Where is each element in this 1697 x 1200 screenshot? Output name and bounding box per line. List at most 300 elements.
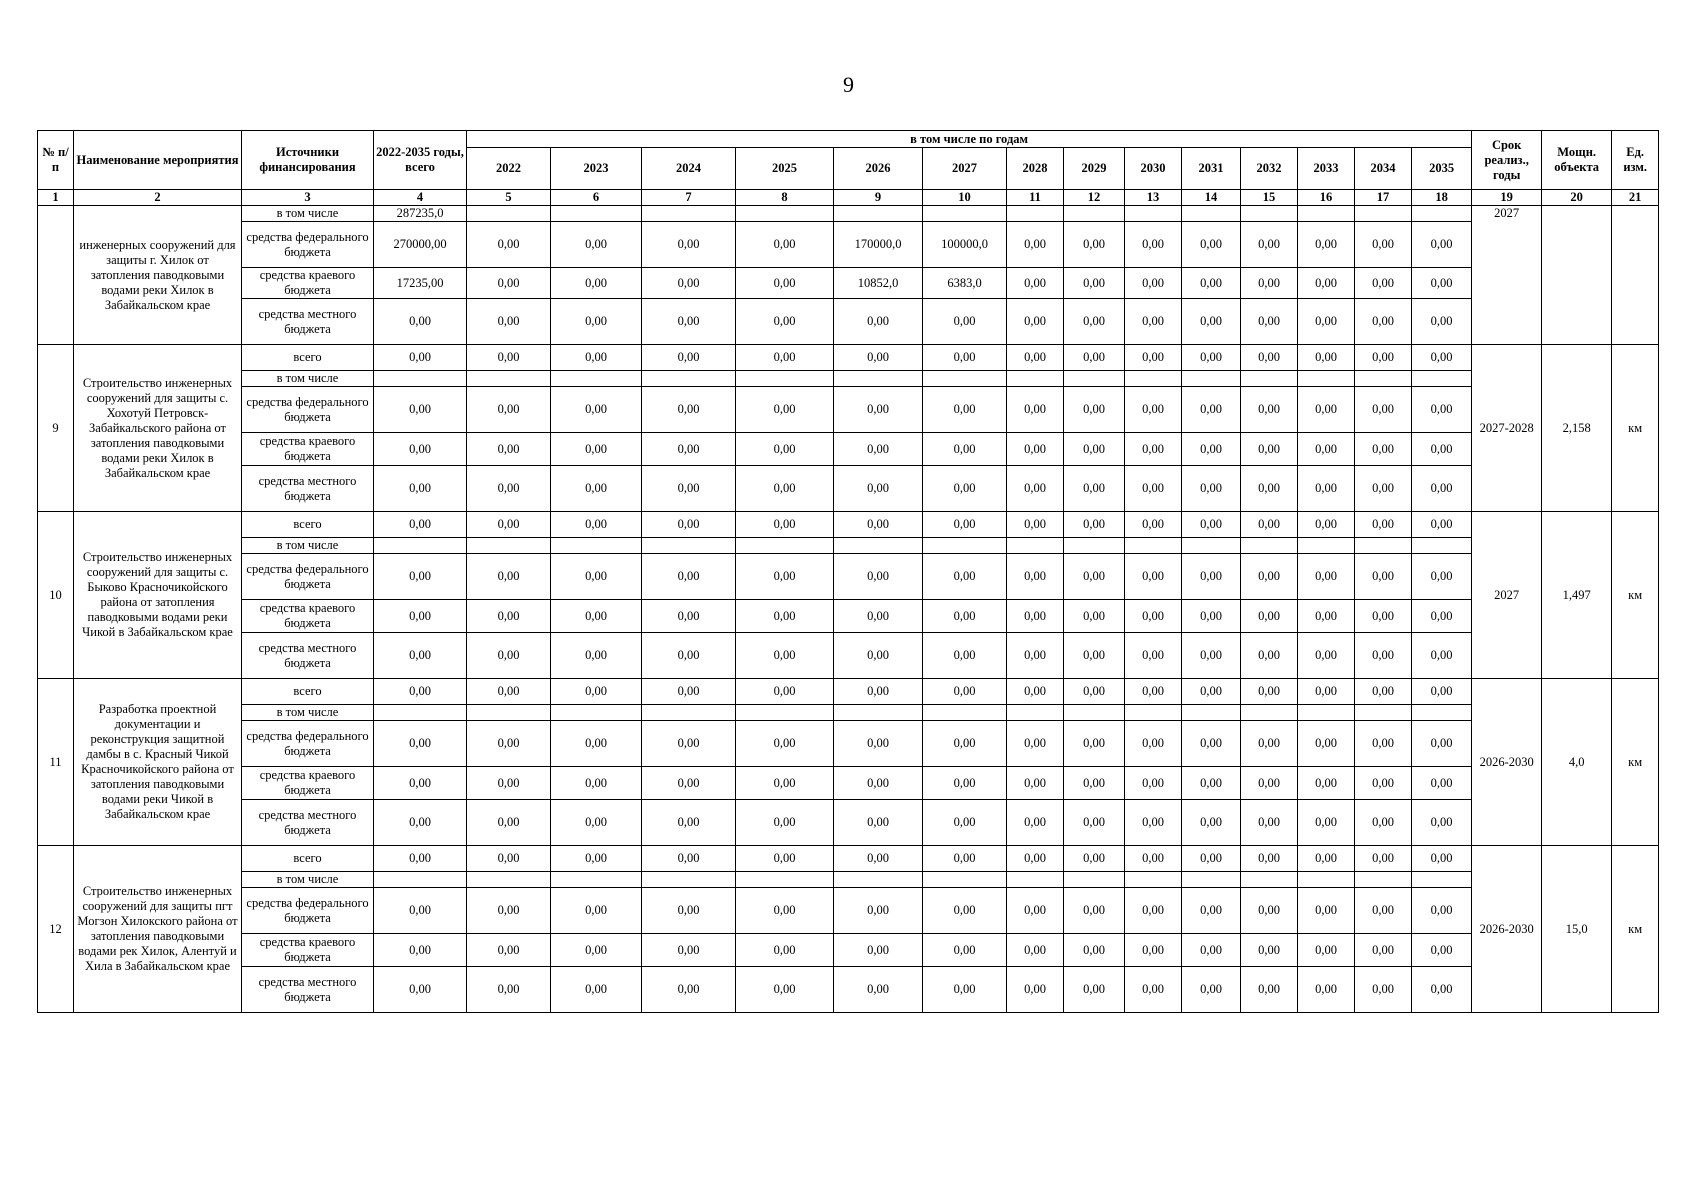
funding-source: средства краевого бюджета bbox=[242, 433, 374, 466]
year-value: 0,00 bbox=[642, 767, 736, 800]
year-value: 0,00 bbox=[1355, 888, 1412, 934]
year-value: 0,00 bbox=[642, 846, 736, 872]
year-value: 0,00 bbox=[1298, 600, 1355, 633]
year-value: 0,00 bbox=[1355, 554, 1412, 600]
year-value: 0,00 bbox=[1241, 433, 1298, 466]
year-value bbox=[923, 705, 1007, 721]
year-value bbox=[736, 705, 834, 721]
year-value bbox=[1412, 872, 1472, 888]
year-value bbox=[834, 206, 923, 222]
total-value: 0,00 bbox=[374, 554, 467, 600]
year-value: 0,00 bbox=[1298, 387, 1355, 433]
year-value: 0,00 bbox=[923, 345, 1007, 371]
year-value: 0,00 bbox=[467, 967, 551, 1013]
year-value: 0,00 bbox=[1182, 345, 1241, 371]
year-value: 0,00 bbox=[1007, 268, 1064, 299]
year-value: 0,00 bbox=[736, 345, 834, 371]
year-value bbox=[736, 206, 834, 222]
activity-name: Строительство инженерных сооружений для защиты пгт Могзон Хилокского района от затопления паводковыми водами рек Хилок, Алентуй и Хила в Забайкальском крае bbox=[74, 846, 242, 1013]
year-value: 0,00 bbox=[1298, 633, 1355, 679]
header-year: 2028 bbox=[1007, 148, 1064, 190]
year-value: 0,00 bbox=[1125, 967, 1182, 1013]
year-value: 100000,0 bbox=[923, 222, 1007, 268]
year-value: 0,00 bbox=[1064, 268, 1125, 299]
year-value: 0,00 bbox=[1007, 846, 1064, 872]
column-number: 9 bbox=[834, 190, 923, 206]
header-unit: Ед. изм. bbox=[1612, 131, 1659, 190]
year-value: 0,00 bbox=[1182, 679, 1241, 705]
year-value: 0,00 bbox=[1241, 888, 1298, 934]
year-value: 0,00 bbox=[1241, 633, 1298, 679]
year-value: 0,00 bbox=[467, 512, 551, 538]
year-value: 0,00 bbox=[551, 512, 642, 538]
header-year: 2029 bbox=[1064, 148, 1125, 190]
year-value bbox=[1182, 538, 1241, 554]
term-value: 2026-2030 bbox=[1472, 846, 1542, 1013]
year-value bbox=[736, 371, 834, 387]
total-value: 0,00 bbox=[374, 800, 467, 846]
funding-source: всего bbox=[242, 679, 374, 705]
year-value bbox=[467, 538, 551, 554]
year-value bbox=[1355, 206, 1412, 222]
header-year: 2026 bbox=[834, 148, 923, 190]
funding-source: в том числе bbox=[242, 872, 374, 888]
year-value: 0,00 bbox=[1064, 387, 1125, 433]
year-value: 0,00 bbox=[1125, 268, 1182, 299]
year-value bbox=[551, 538, 642, 554]
year-value: 0,00 bbox=[1064, 345, 1125, 371]
year-value: 0,00 bbox=[1241, 222, 1298, 268]
year-value: 0,00 bbox=[1007, 299, 1064, 345]
year-value: 0,00 bbox=[642, 512, 736, 538]
year-value: 0,00 bbox=[1355, 967, 1412, 1013]
activity-name: Разработка проектной документации и реконструкция защитной дамбы в с. Красный Чикой Красночикойского района от затопления паводковыми водами реки Чикой в Забайкальском крае bbox=[74, 679, 242, 846]
year-value: 0,00 bbox=[551, 679, 642, 705]
year-value bbox=[1125, 538, 1182, 554]
year-value bbox=[467, 872, 551, 888]
year-value bbox=[1298, 371, 1355, 387]
year-value: 0,00 bbox=[1355, 512, 1412, 538]
year-value: 0,00 bbox=[1412, 512, 1472, 538]
year-value bbox=[834, 371, 923, 387]
column-number: 13 bbox=[1125, 190, 1182, 206]
year-value: 0,00 bbox=[834, 967, 923, 1013]
term-value: 2027 bbox=[1472, 206, 1542, 345]
year-value bbox=[1182, 371, 1241, 387]
year-value bbox=[1412, 705, 1472, 721]
year-value bbox=[551, 371, 642, 387]
funding-source: средства федерального бюджета bbox=[242, 222, 374, 268]
year-value: 0,00 bbox=[467, 934, 551, 967]
year-value bbox=[1125, 872, 1182, 888]
year-value: 0,00 bbox=[736, 846, 834, 872]
year-value bbox=[1007, 538, 1064, 554]
unit-value: км bbox=[1612, 846, 1659, 1013]
year-value: 0,00 bbox=[736, 967, 834, 1013]
capacity-value: 4,0 bbox=[1542, 679, 1612, 846]
year-value: 0,00 bbox=[1241, 846, 1298, 872]
year-value: 0,00 bbox=[1182, 299, 1241, 345]
year-value: 0,00 bbox=[834, 387, 923, 433]
year-value bbox=[736, 538, 834, 554]
header-year: 2035 bbox=[1412, 148, 1472, 190]
year-value: 0,00 bbox=[1412, 633, 1472, 679]
year-value bbox=[1064, 872, 1125, 888]
year-value bbox=[923, 538, 1007, 554]
year-value: 0,00 bbox=[467, 299, 551, 345]
year-value: 0,00 bbox=[551, 888, 642, 934]
year-value bbox=[1241, 705, 1298, 721]
year-value: 0,00 bbox=[1412, 299, 1472, 345]
year-value: 0,00 bbox=[834, 679, 923, 705]
year-value: 0,00 bbox=[1355, 600, 1412, 633]
year-value: 0,00 bbox=[923, 721, 1007, 767]
year-value: 0,00 bbox=[923, 433, 1007, 466]
year-value: 0,00 bbox=[642, 268, 736, 299]
year-value: 0,00 bbox=[1355, 268, 1412, 299]
year-value: 6383,0 bbox=[923, 268, 1007, 299]
funding-source: средства местного бюджета bbox=[242, 466, 374, 512]
funding-source: в том числе bbox=[242, 538, 374, 554]
table-row bbox=[38, 466, 1659, 512]
year-value: 0,00 bbox=[1298, 512, 1355, 538]
year-value: 0,00 bbox=[1182, 466, 1241, 512]
table-row bbox=[38, 800, 1659, 846]
year-value bbox=[736, 872, 834, 888]
year-value: 0,00 bbox=[1298, 934, 1355, 967]
year-value: 0,00 bbox=[551, 466, 642, 512]
year-value: 0,00 bbox=[834, 554, 923, 600]
year-value bbox=[1064, 538, 1125, 554]
funding-source: средства местного бюджета bbox=[242, 800, 374, 846]
header-years-group: в том числе по годам bbox=[467, 131, 1472, 148]
column-number: 6 bbox=[551, 190, 642, 206]
total-value: 0,00 bbox=[374, 387, 467, 433]
funding-source: средства краевого бюджета bbox=[242, 600, 374, 633]
total-value: 0,00 bbox=[374, 466, 467, 512]
column-number: 7 bbox=[642, 190, 736, 206]
year-value: 0,00 bbox=[467, 345, 551, 371]
year-value: 0,00 bbox=[551, 846, 642, 872]
year-value bbox=[1241, 371, 1298, 387]
header-year: 2024 bbox=[642, 148, 736, 190]
funding-source: в том числе bbox=[242, 705, 374, 721]
year-value bbox=[551, 206, 642, 222]
year-value: 0,00 bbox=[923, 800, 1007, 846]
year-value: 0,00 bbox=[1355, 387, 1412, 433]
year-value: 0,00 bbox=[551, 268, 642, 299]
year-value: 0,00 bbox=[1182, 433, 1241, 466]
year-value: 0,00 bbox=[1241, 345, 1298, 371]
year-value: 0,00 bbox=[642, 466, 736, 512]
year-value: 0,00 bbox=[551, 600, 642, 633]
year-value: 0,00 bbox=[1298, 299, 1355, 345]
year-value: 0,00 bbox=[1241, 767, 1298, 800]
column-number: 11 bbox=[1007, 190, 1064, 206]
table-row bbox=[38, 538, 1659, 554]
year-value: 0,00 bbox=[834, 767, 923, 800]
year-value: 0,00 bbox=[1182, 222, 1241, 268]
year-value: 0,00 bbox=[1355, 299, 1412, 345]
year-value: 0,00 bbox=[1064, 433, 1125, 466]
total-value: 0,00 bbox=[374, 967, 467, 1013]
year-value: 0,00 bbox=[1355, 433, 1412, 466]
year-value: 0,00 bbox=[1125, 800, 1182, 846]
year-value: 0,00 bbox=[467, 767, 551, 800]
year-value: 0,00 bbox=[1125, 767, 1182, 800]
total-value: 0,00 bbox=[374, 633, 467, 679]
year-value: 0,00 bbox=[1412, 554, 1472, 600]
funding-source: средства федерального бюджета bbox=[242, 387, 374, 433]
activity-name: Строительство инженерных сооружений для защиты с. Быково Красночикойского района от затопления паводковыми водами реки Чикой в Забайкальском крае bbox=[74, 512, 242, 679]
year-value: 0,00 bbox=[467, 846, 551, 872]
funding-source: всего bbox=[242, 345, 374, 371]
year-value: 0,00 bbox=[1064, 846, 1125, 872]
table-row bbox=[38, 767, 1659, 800]
year-value: 0,00 bbox=[1007, 633, 1064, 679]
activity-name: инженерных сооружений для защиты г. Хилок от затопления паводковыми водами реки Хилок в Забайкальском крае bbox=[74, 206, 242, 345]
year-value: 0,00 bbox=[467, 721, 551, 767]
year-value: 0,00 bbox=[1125, 512, 1182, 538]
year-value: 0,00 bbox=[1241, 466, 1298, 512]
year-value: 0,00 bbox=[467, 888, 551, 934]
column-number: 20 bbox=[1542, 190, 1612, 206]
year-value: 0,00 bbox=[551, 433, 642, 466]
year-value: 0,00 bbox=[1007, 387, 1064, 433]
year-value bbox=[1241, 538, 1298, 554]
year-value: 170000,0 bbox=[834, 222, 923, 268]
year-value bbox=[923, 206, 1007, 222]
year-value bbox=[834, 538, 923, 554]
year-value: 0,00 bbox=[736, 800, 834, 846]
year-value: 0,00 bbox=[923, 600, 1007, 633]
column-number: 18 bbox=[1412, 190, 1472, 206]
column-number: 17 bbox=[1355, 190, 1412, 206]
year-value: 0,00 bbox=[834, 299, 923, 345]
year-value: 0,00 bbox=[1007, 345, 1064, 371]
year-value: 0,00 bbox=[1412, 967, 1472, 1013]
row-number: 9 bbox=[38, 345, 74, 512]
header-year: 2027 bbox=[923, 148, 1007, 190]
year-value: 0,00 bbox=[642, 433, 736, 466]
year-value: 0,00 bbox=[923, 466, 1007, 512]
table-row bbox=[38, 268, 1659, 299]
capacity-value bbox=[1542, 206, 1612, 345]
year-value: 0,00 bbox=[1355, 222, 1412, 268]
year-value: 0,00 bbox=[1182, 934, 1241, 967]
header-num: № п/п bbox=[38, 131, 74, 190]
year-value: 0,00 bbox=[551, 934, 642, 967]
year-value: 0,00 bbox=[1007, 600, 1064, 633]
unit-value: км bbox=[1612, 345, 1659, 512]
year-value: 0,00 bbox=[1298, 679, 1355, 705]
year-value: 0,00 bbox=[1412, 387, 1472, 433]
year-value: 0,00 bbox=[1355, 345, 1412, 371]
year-value bbox=[1007, 705, 1064, 721]
table-row bbox=[38, 705, 1659, 721]
page-number: 9 bbox=[843, 72, 854, 97]
year-value: 0,00 bbox=[1182, 633, 1241, 679]
year-value: 0,00 bbox=[551, 222, 642, 268]
year-value: 0,00 bbox=[834, 466, 923, 512]
year-value: 0,00 bbox=[1064, 967, 1125, 1013]
year-value bbox=[1241, 872, 1298, 888]
year-value bbox=[923, 371, 1007, 387]
year-value: 0,00 bbox=[1125, 345, 1182, 371]
year-value: 0,00 bbox=[834, 934, 923, 967]
year-value: 0,00 bbox=[467, 679, 551, 705]
table-row bbox=[38, 888, 1659, 934]
year-value: 0,00 bbox=[923, 512, 1007, 538]
year-value: 0,00 bbox=[834, 800, 923, 846]
row-number: 12 bbox=[38, 846, 74, 1013]
year-value: 0,00 bbox=[1241, 387, 1298, 433]
column-number: 5 bbox=[467, 190, 551, 206]
year-value: 0,00 bbox=[1241, 967, 1298, 1013]
header-year: 2034 bbox=[1355, 148, 1412, 190]
year-value: 10852,0 bbox=[834, 268, 923, 299]
year-value: 0,00 bbox=[467, 433, 551, 466]
year-value: 0,00 bbox=[642, 967, 736, 1013]
year-value: 0,00 bbox=[834, 512, 923, 538]
year-value: 0,00 bbox=[1007, 967, 1064, 1013]
table-row bbox=[38, 433, 1659, 466]
year-value: 0,00 bbox=[1298, 888, 1355, 934]
year-value: 0,00 bbox=[1125, 387, 1182, 433]
funding-source: средства федерального бюджета bbox=[242, 721, 374, 767]
year-value: 0,00 bbox=[551, 554, 642, 600]
year-value bbox=[1355, 872, 1412, 888]
year-value bbox=[1412, 538, 1472, 554]
year-value bbox=[1064, 371, 1125, 387]
table-row bbox=[38, 721, 1659, 767]
year-value: 0,00 bbox=[1182, 967, 1241, 1013]
year-value: 0,00 bbox=[1007, 721, 1064, 767]
year-value: 0,00 bbox=[1298, 967, 1355, 1013]
financing-table bbox=[37, 130, 1659, 1013]
year-value bbox=[834, 705, 923, 721]
column-number: 14 bbox=[1182, 190, 1241, 206]
funding-source: в том числе bbox=[242, 371, 374, 387]
year-value: 0,00 bbox=[736, 554, 834, 600]
year-value: 0,00 bbox=[1182, 387, 1241, 433]
year-value bbox=[1064, 206, 1125, 222]
year-value bbox=[1298, 206, 1355, 222]
year-value: 0,00 bbox=[1182, 800, 1241, 846]
table-row bbox=[38, 967, 1659, 1013]
year-value: 0,00 bbox=[1298, 345, 1355, 371]
column-number: 1 bbox=[38, 190, 74, 206]
year-value: 0,00 bbox=[551, 345, 642, 371]
year-value: 0,00 bbox=[923, 633, 1007, 679]
total-value: 270000,00 bbox=[374, 222, 467, 268]
funding-source: средства федерального бюджета bbox=[242, 554, 374, 600]
year-value: 0,00 bbox=[1412, 679, 1472, 705]
total-value: 0,00 bbox=[374, 433, 467, 466]
year-value: 0,00 bbox=[1125, 846, 1182, 872]
year-value: 0,00 bbox=[834, 633, 923, 679]
year-value: 0,00 bbox=[923, 299, 1007, 345]
year-value: 0,00 bbox=[736, 433, 834, 466]
year-value bbox=[1125, 371, 1182, 387]
total-value: 0,00 bbox=[374, 767, 467, 800]
year-value: 0,00 bbox=[551, 721, 642, 767]
year-value: 0,00 bbox=[1355, 721, 1412, 767]
year-value: 0,00 bbox=[1182, 888, 1241, 934]
capacity-value: 1,497 bbox=[1542, 512, 1612, 679]
year-value: 0,00 bbox=[1412, 222, 1472, 268]
year-value: 0,00 bbox=[834, 433, 923, 466]
year-value: 0,00 bbox=[642, 633, 736, 679]
year-value: 0,00 bbox=[1125, 888, 1182, 934]
table-row bbox=[38, 345, 1659, 371]
row-number: 10 bbox=[38, 512, 74, 679]
year-value bbox=[1182, 206, 1241, 222]
table-row bbox=[38, 934, 1659, 967]
year-value: 0,00 bbox=[642, 222, 736, 268]
year-value: 0,00 bbox=[642, 800, 736, 846]
year-value bbox=[1241, 206, 1298, 222]
year-value bbox=[642, 872, 736, 888]
table-row bbox=[38, 512, 1659, 538]
year-value: 0,00 bbox=[834, 345, 923, 371]
year-value: 0,00 bbox=[1241, 934, 1298, 967]
year-value: 0,00 bbox=[1412, 466, 1472, 512]
year-value: 0,00 bbox=[467, 800, 551, 846]
total-value bbox=[374, 371, 467, 387]
year-value: 0,00 bbox=[1007, 433, 1064, 466]
year-value: 0,00 bbox=[923, 846, 1007, 872]
table-row bbox=[38, 633, 1659, 679]
column-number: 10 bbox=[923, 190, 1007, 206]
table-row bbox=[38, 846, 1659, 872]
year-value: 0,00 bbox=[642, 299, 736, 345]
total-value: 17235,00 bbox=[374, 268, 467, 299]
header-source: Источники финансирования bbox=[242, 131, 374, 190]
year-value: 0,00 bbox=[1182, 600, 1241, 633]
year-value: 0,00 bbox=[1125, 721, 1182, 767]
year-value: 0,00 bbox=[1007, 934, 1064, 967]
year-value: 0,00 bbox=[736, 934, 834, 967]
year-value bbox=[1007, 206, 1064, 222]
funding-source: средства местного бюджета bbox=[242, 633, 374, 679]
column-number: 3 bbox=[242, 190, 374, 206]
year-value: 0,00 bbox=[923, 679, 1007, 705]
year-value: 0,00 bbox=[923, 888, 1007, 934]
year-value: 0,00 bbox=[551, 967, 642, 1013]
year-value: 0,00 bbox=[551, 387, 642, 433]
total-value bbox=[374, 872, 467, 888]
column-number: 15 bbox=[1241, 190, 1298, 206]
year-value: 0,00 bbox=[1412, 433, 1472, 466]
year-value: 0,00 bbox=[834, 846, 923, 872]
total-value: 0,00 bbox=[374, 679, 467, 705]
year-value: 0,00 bbox=[1125, 466, 1182, 512]
table-row bbox=[38, 872, 1659, 888]
year-value bbox=[551, 705, 642, 721]
header-total: 2022-2035 годы, всего bbox=[374, 131, 467, 190]
year-value: 0,00 bbox=[1007, 466, 1064, 512]
year-value bbox=[923, 872, 1007, 888]
year-value: 0,00 bbox=[736, 888, 834, 934]
year-value: 0,00 bbox=[736, 679, 834, 705]
year-value: 0,00 bbox=[1125, 600, 1182, 633]
year-value: 0,00 bbox=[736, 268, 834, 299]
year-value: 0,00 bbox=[1007, 679, 1064, 705]
unit-value: км bbox=[1612, 679, 1659, 846]
year-value: 0,00 bbox=[1355, 679, 1412, 705]
header-year: 2032 bbox=[1241, 148, 1298, 190]
